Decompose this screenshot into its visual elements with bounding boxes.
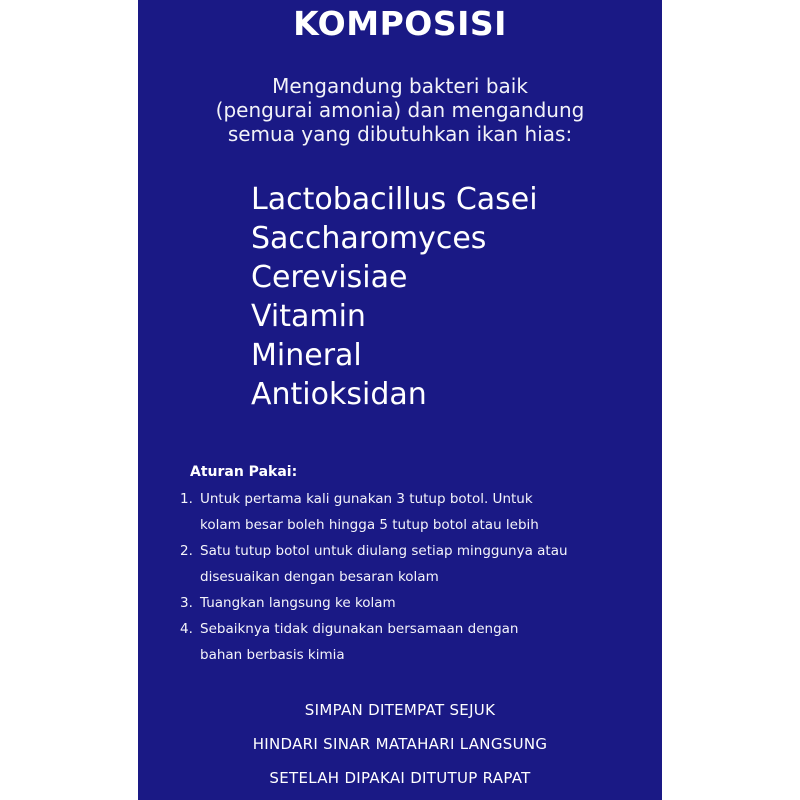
- ingredient-item: Cerevisiae: [251, 260, 408, 295]
- ingredient-item: Lactobacillus Casei: [251, 182, 538, 217]
- intro-line: Mengandung bakteri baik: [272, 74, 528, 98]
- ingredient-list: [251, 180, 651, 414]
- usage-item: [180, 616, 650, 668]
- ingredient-item: Antioksidan: [251, 377, 427, 412]
- usage-item-number: 3.: [180, 595, 193, 611]
- usage-item: [180, 590, 650, 616]
- usage-list: [180, 486, 650, 668]
- usage-item-number: 2.: [180, 543, 193, 559]
- intro-line: (pengurai amonia) dan mengandung: [215, 98, 585, 122]
- intro-line: semua yang dibutuhkan ikan hias:: [227, 122, 573, 146]
- usage-item-text: Tuangkan langsung ke kolam: [200, 595, 396, 611]
- usage-item-text: Satu tutup botol untuk diulang setiap minggunya atau: [200, 543, 568, 559]
- usage-item: [180, 486, 650, 538]
- intro-text: [138, 74, 662, 146]
- composition-panel: [138, 0, 662, 800]
- ingredient-item: Vitamin: [251, 299, 366, 334]
- usage-item-text: Untuk pertama kali gunakan 3 tutup botol. Untuk: [200, 491, 533, 507]
- usage-item-text: Sebaiknya tidak digunakan bersamaan dengan: [200, 621, 519, 637]
- storage-line: SIMPAN DITEMPAT SEJUK: [304, 701, 496, 719]
- storage-line: SETELAH DIPAKAI DITUTUP RAPAT: [269, 769, 531, 787]
- ingredient-item: Saccharomyces: [251, 221, 487, 256]
- usage-item-text: kolam besar boleh hingga 5 tutup botol atau lebih: [200, 517, 539, 533]
- storage-line: HINDARI SINAR MATAHARI LANGSUNG: [252, 735, 548, 753]
- usage-item: [180, 538, 650, 590]
- usage-item-text: disesuaikan dengan besaran kolam: [200, 569, 439, 585]
- page-title: KOMPOSISI: [293, 4, 507, 43]
- storage-notice: [138, 693, 662, 795]
- usage-heading: Aturan Pakai:: [190, 464, 298, 480]
- usage-item-number: 4.: [180, 621, 193, 637]
- usage-item-number: 1.: [180, 491, 193, 507]
- ingredient-item: Mineral: [251, 338, 362, 373]
- usage-item-text: bahan berbasis kimia: [200, 647, 345, 663]
